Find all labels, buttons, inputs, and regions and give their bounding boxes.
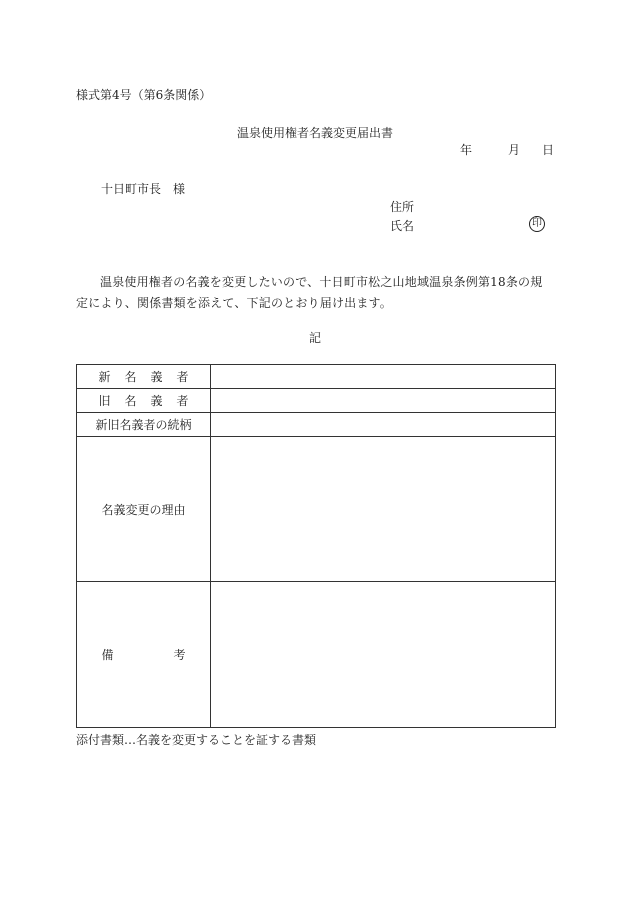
attachment-note: 添付書類…名義を変更することを証する書類 [76, 733, 317, 747]
table-row [77, 413, 556, 437]
row-label-relationship: 新旧名義者の続柄 [77, 413, 211, 437]
row-value-old-holder[interactable] [211, 389, 556, 413]
date-line [460, 141, 554, 158]
table-row [77, 389, 556, 413]
row-label-old-holder: 旧名義者 [77, 389, 211, 413]
name-label: 氏名 [390, 219, 415, 233]
addressee: 十日町市長 様 [101, 182, 186, 196]
ki-heading: 記 [308, 331, 321, 345]
form-table [76, 364, 556, 728]
row-label-remarks: 備考 [77, 582, 211, 728]
seal-icon: 印 [529, 216, 545, 232]
form-number: 様式第4号（第6条関係） [76, 88, 212, 102]
table-row [77, 437, 556, 582]
row-value-reason[interactable] [211, 437, 556, 582]
document-title: 温泉使用権者名義変更届出書 [236, 126, 393, 140]
address-label: 住所 [390, 200, 415, 214]
date-month-label: 月 [508, 143, 521, 157]
row-value-new-holder[interactable] [211, 365, 556, 389]
row-label-new-holder: 新名義者 [77, 365, 211, 389]
date-day-label: 日 [542, 143, 555, 157]
row-value-relationship[interactable] [211, 413, 556, 437]
row-label-reason: 名義変更の理由 [77, 437, 211, 582]
body-text: 温泉使用権者の名義を変更したいので、十日町市松之山地域温泉条例第18条の規定により、関係書類を添えて、下記のとおり届け出ます。 [76, 275, 543, 310]
row-value-remarks[interactable] [211, 582, 556, 728]
table-row [77, 582, 556, 728]
date-year-label: 年 [460, 143, 473, 157]
table-row [77, 365, 556, 389]
